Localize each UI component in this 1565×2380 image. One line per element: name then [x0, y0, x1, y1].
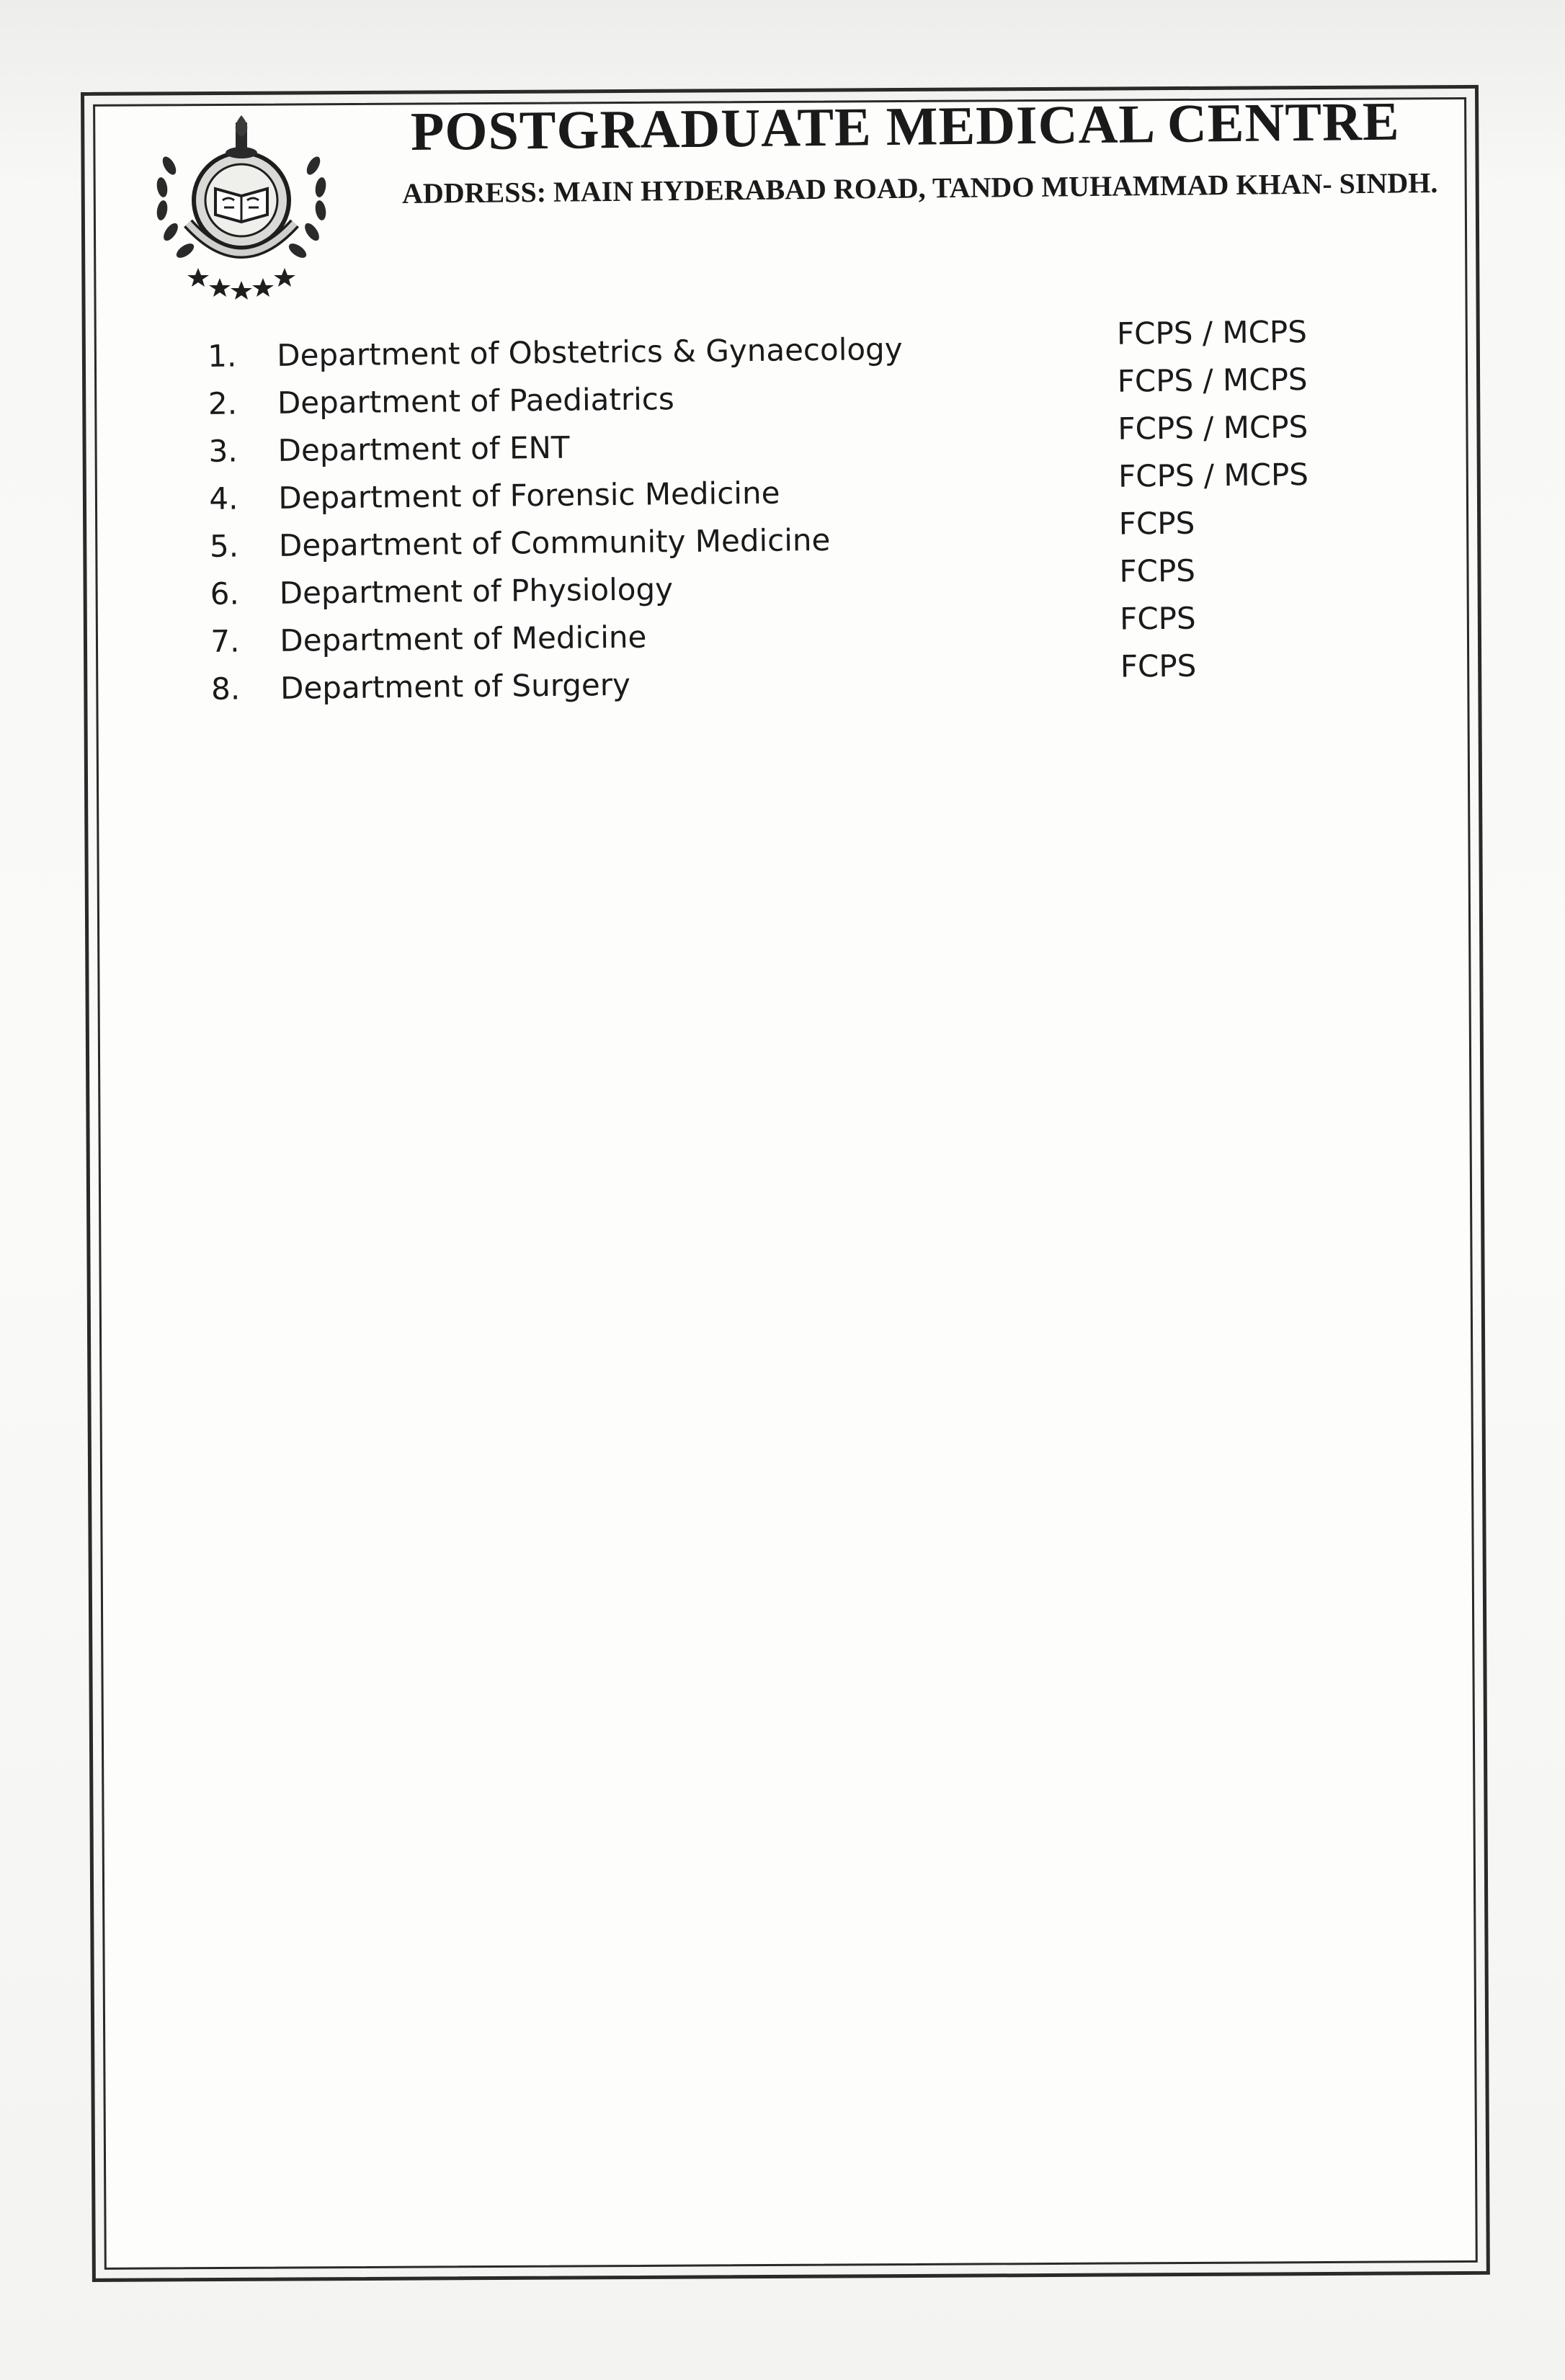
list-item-number: 2. [208, 385, 238, 421]
department-name: Department of Paediatrics [277, 381, 674, 421]
list-item-number: 5. [209, 528, 239, 564]
qualification: FCPS [1118, 505, 1195, 542]
qualification: FCPS / MCPS [1118, 408, 1308, 447]
page-title: POSTGRADUATE MEDICAL CENTRE [410, 91, 1401, 162]
qualification: FCPS [1119, 552, 1196, 589]
list-item-number: 1. [207, 338, 237, 374]
department-name: Department of Physiology [279, 571, 674, 611]
qualification: FCPS [1120, 648, 1197, 684]
qualification: FCPS / MCPS [1117, 361, 1308, 399]
department-name: Department of ENT [277, 429, 570, 468]
list-item-number: 8. [210, 671, 241, 707]
qualification: FCPS [1119, 600, 1196, 637]
department-name: Department of Community Medicine [278, 522, 831, 563]
qualification: FCPS / MCPS [1116, 313, 1308, 352]
list-item-number: 7. [210, 623, 240, 659]
qualification: FCPS / MCPS [1118, 456, 1309, 494]
department-name: Department of Medicine [280, 619, 647, 658]
list-item-number: 3. [208, 433, 238, 469]
department-name: Department of Surgery [280, 666, 631, 706]
department-list [202, 313, 1329, 719]
department-name: Department of Obstetrics & Gynaecology [276, 331, 903, 373]
department-name: Department of Forensic Medicine [278, 475, 780, 516]
list-item-number: 6. [210, 576, 240, 612]
address-line: ADDRESS: MAIN HYDERABAD ROAD, TANDO MUHAMMAD KHAN- SINDH. [401, 166, 1438, 210]
college-crest-icon [141, 115, 342, 303]
list-item-number: 4. [209, 480, 238, 516]
